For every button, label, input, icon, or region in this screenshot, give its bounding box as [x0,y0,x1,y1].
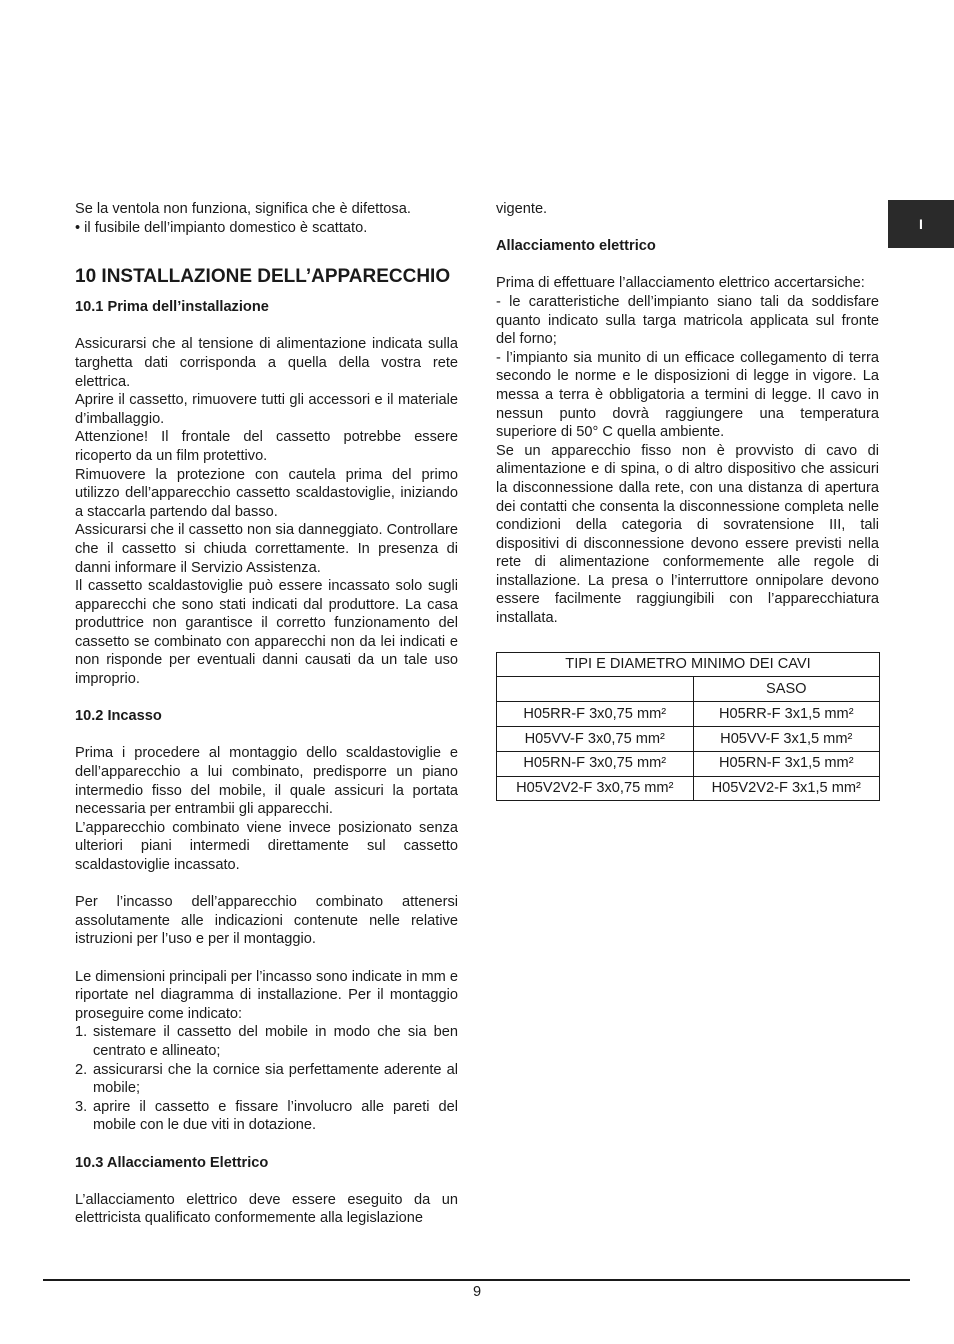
list-item [75,1023,458,1060]
table-row [497,751,880,776]
list-text: assicurarsi che la cornice sia perfettamente aderente al mobile; [93,1061,458,1097]
paragraph-continuation: vigente. [496,201,548,217]
table-cell: H05RR-F 3x0,75 mm² [497,702,694,727]
table-row [497,727,880,752]
paragraph: Se un apparecchio fisso non è provvisto di cavo di alimentazione e di spina, o di altro dispositivo che assicuri la disconnessione dalla rete, con una distanza di apertura dei contatti che consenta la disconnessione completa nelle condizioni della categoria di sovratensione III, tali dispositivi di disconnessione devono essere previsti nella rete di alimentazione conformemente alle regole di installazione. La presa o l’interruttore onnipolare devono essere facilmente raggiungibili con l’apparecchiatura installata. [496,442,879,627]
footer-rule [43,1279,910,1281]
paragraph: Prima di effettuare l’allacciamento elettrico accertarsiche: [496,275,865,292]
list-text: sistemare il cassetto del mobile in modo che sia ben centrato e allineato; [93,1024,458,1059]
table-row [497,702,880,727]
paragraph: L’apparecchio combinato viene invece posizionato senza ulteriori piani intermedi direttamente sul cassetto scaldastoviglie incassato. [75,819,458,873]
table-cell: H05VV-F 3x1,5 mm² [693,727,879,752]
paragraph: L’allacciamento elettrico deve essere eseguito da un elettricista qualificato conformemente alla legislazione [75,1191,458,1227]
paragraph: Attenzione! Il frontale del cassetto potrebbe essere ricoperto da un film protettivo. [75,429,458,464]
intro-line: Se la ventola non funziona, significa che è difettosa. [75,201,411,217]
list-text: aprire il cassetto e fissare l’involucro alle pareti del mobile con le due viti in dotazione. [93,1098,458,1134]
left-column [75,200,458,1228]
subsection-title: 10.3 Allacciamento Elettrico [75,1154,269,1171]
list-number: 1. [75,1024,88,1041]
paragraph: Per l’incasso dell’apparecchio combinato attenersi assolutamente alle indicazioni contenute nelle relative istruzioni per l’uso e per il montaggio. [75,894,458,948]
paragraph: Assicurarsi che il cassetto non sia danneggiato. Controllare che il cassetto si chiuda correttamente. In presenza di danni informare il Servizio Assistenza. [75,522,458,576]
table-header-cell [497,677,694,702]
paragraph: Il cassetto scaldastoviglie può essere incassato solo sugli apparecchi che sono stati indicati dal produttore. La casa produttrice non garantisce il corretto funzionamento del cassetto se combinato con apparecchi non da lei indicati e non risponde per eventuali danni causati da un tale uso improprio. [75,578,458,688]
language-tab-marker: I [888,200,954,248]
paragraph: Le dimensioni principali per l’incasso sono indicate in mm e riportate nel diagramma di installazione. Per il montaggio proseguire come indicato: [75,968,458,1022]
table-title: TIPI E DIAMETRO MINIMO DEI CAVI [497,652,880,677]
list-item [75,1098,458,1135]
cable-table [496,652,880,802]
list-item [75,1061,458,1098]
table-cell: H05V2V2-F 3x0,75 mm² [497,776,694,801]
subsection-title: 10.2 Incasso [75,708,162,725]
right-column [496,200,879,801]
paragraph: - l’impianto sia munito di un efficace collegamento di terra secondo le norme e le disposizioni di legge in vigore. La messa a terra è obbligatoria a termini di legge. Il cavo in nessun punto dovrà raggiungere una temperatura superiore di 50° C quella ambiente. [496,349,879,441]
table-row [497,776,880,801]
intro-line: • il fusibile dell’impianto domestico è scattato. [75,219,368,236]
section-heading: 10 INSTALLAZIONE DELL’APPARECCHIO [75,266,451,288]
paragraph: Aprire il cassetto, rimuovere tutti gli accessori e il materiale d’imballaggio. [75,392,458,427]
table-cell: H05VV-F 3x0,75 mm² [497,727,694,752]
paragraph: Prima i procedere al montaggio dello scaldastoviglie e dell’apparecchio a lui combinato, predisporre un piano intermedio fisso del mobile, il quale assicuri la portata necessaria per entrambii gli apparecchi. [75,745,458,818]
paragraph: Assicurarsi che al tensione di alimentazione indicata sulla targhetta dati corrisponda a quella della vostra rete elettrica. [75,336,458,390]
list-number: 3. [75,1098,88,1115]
paragraph: Rimuovere la protezione con cautela prima del primo utilizzo dell’apparecchio cassetto scaldastoviglie, iniziando a staccarla partendo dal basso. [75,466,458,520]
table-cell: H05RN-F 3x0,75 mm² [497,751,694,776]
table-header-cell: SASO [693,677,879,702]
table-cell: H05RR-F 3x1,5 mm² [693,702,879,727]
table-cell: H05V2V2-F 3x1,5 mm² [693,776,879,801]
page-number: 9 [472,1284,482,1300]
paragraph: - le caratteristiche dell’impianto siano tali da soddisfare quanto indicato sulla targa matricola applicata sul fronte del forno; [496,293,879,348]
list-number: 2. [75,1061,88,1078]
subsection-title: 10.1 Prima dell’installazione [75,299,269,316]
subsection-title: Allacciamento elettrico [496,238,656,255]
table-cell: H05RN-F 3x1,5 mm² [693,751,879,776]
